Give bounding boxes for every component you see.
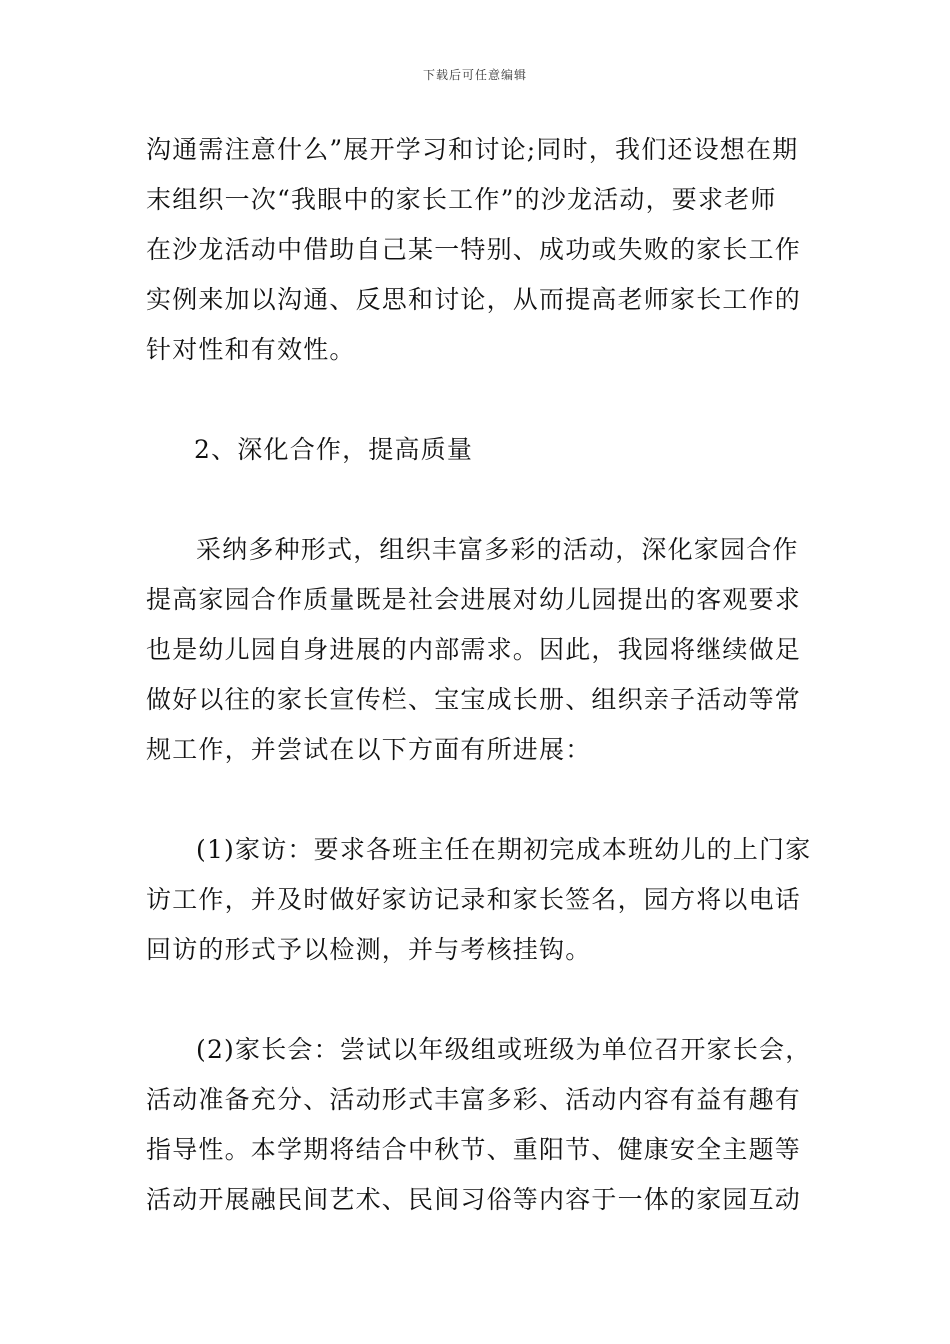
- paragraph-communication-salon: [146, 125, 806, 375]
- paragraph-gap: [146, 375, 806, 425]
- text-line: (1)家访：要求各班主任在期初完成本班幼儿的上门家: [196, 835, 812, 864]
- text-line: 回访的形式予以检测，并与考核挂钩。: [146, 935, 592, 964]
- text-line: 做好以往的家长宣传栏、宝宝成长册、组织亲子活动等常: [146, 685, 802, 714]
- section-heading: 2、深化合作，提高质量: [194, 435, 474, 464]
- text-line: 也是幼儿园自身进展的内部需求。因此，我园将继续做足: [146, 635, 802, 664]
- paragraph-home-visit: [146, 825, 812, 975]
- text-line: 采纳多种形式，组织丰富多彩的活动，深化家园合作: [196, 535, 799, 564]
- text-line: 规工作，并尝试在以下方面有所进展：: [146, 735, 592, 764]
- text-line: 活动开展融民间艺术、民间习俗等内容于一体的家园互动: [146, 1185, 802, 1214]
- paragraph-gap: [146, 475, 806, 525]
- download-note: 下载后可任意编辑: [422, 68, 527, 82]
- paragraph-deepen-cooperation: [146, 525, 806, 775]
- text-line: 活动准备充分、活动形式丰富多彩、活动内容有益有趣有: [146, 1085, 802, 1114]
- paragraph-gap: [146, 975, 806, 1025]
- text-line: 实例来加以沟通、反思和讨论，从而提高老师家长工作的: [146, 285, 802, 314]
- text-line: 访工作，并及时做好家访记录和家长签名，园方将以电话: [146, 885, 802, 914]
- text-line: 末组织一次“我眼中的家长工作”的沙龙活动，要求老师: [146, 185, 777, 214]
- text-line: (2)家长会：尝试以年级组或班级为单位召开家长会，: [196, 1035, 812, 1064]
- paragraph-gap: [146, 775, 806, 825]
- paragraph-parent-meeting: [146, 1025, 812, 1225]
- document-body: [146, 125, 812, 1225]
- text-line: 提高家园合作质量既是社会进展对幼儿园提出的客观要求: [146, 585, 802, 614]
- text-line: 针对性和有效性。: [146, 335, 356, 364]
- text-line: 沟通需注意什么”展开学习和讨论;同时，我们还设想在期: [146, 135, 799, 164]
- text-line: 指导性。本学期将结合中秋节、重阳节、健康安全主题等: [146, 1135, 802, 1164]
- text-line: 在沙龙活动中借助自己某一特别、成功或失败的家长工作: [146, 235, 802, 264]
